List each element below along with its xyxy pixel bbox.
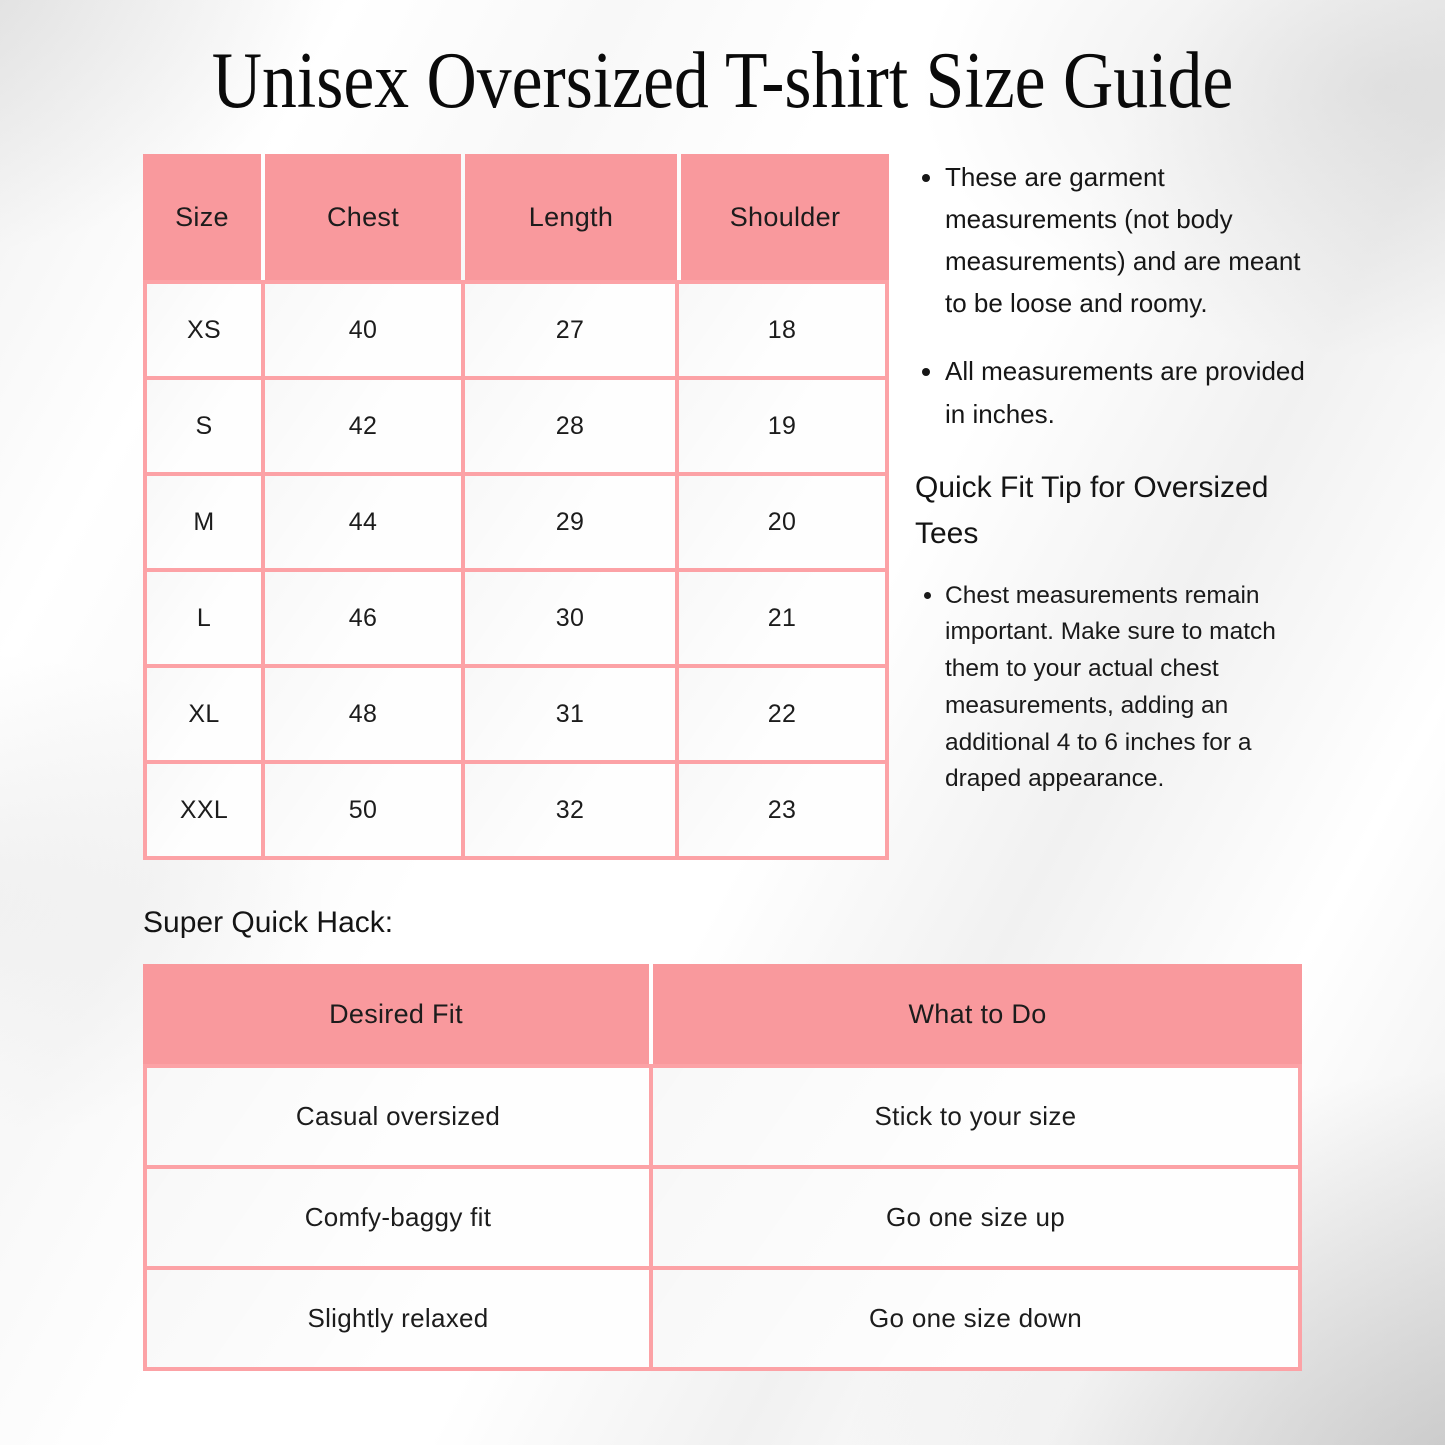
- page-title: Unisex Oversized T-shirt Size Guide: [211, 35, 1234, 125]
- header-cell: Length: [465, 154, 677, 280]
- note-bullet: • All measurements are provided in inches.: [945, 350, 1313, 434]
- size-table-header-row: [143, 154, 889, 280]
- body-cell: 27: [465, 284, 675, 376]
- body-cell: M: [147, 476, 261, 568]
- header-cell: Size: [143, 154, 261, 280]
- body-cell: 21: [679, 572, 885, 664]
- body-cell: 42: [265, 380, 461, 472]
- header-cell: Chest: [265, 154, 461, 280]
- body-cell: 28: [465, 380, 675, 472]
- fit-hack-table-header-row: [143, 964, 1302, 1064]
- size-table-body: [143, 280, 889, 860]
- body-cell: S: [147, 380, 261, 472]
- notes-bullet-list: [915, 156, 1313, 435]
- body-cell: Go one size down: [653, 1270, 1298, 1367]
- body-cell: Go one size up: [653, 1169, 1298, 1266]
- body-cell: 20: [679, 476, 885, 568]
- body-cell: XXL: [147, 764, 261, 856]
- body-cell: 48: [265, 668, 461, 760]
- note-bullet: • These are garment measurements (not body measurements) and are meant to be loose and roomy.: [945, 156, 1313, 324]
- body-cell: Slightly relaxed: [147, 1270, 649, 1367]
- body-cell: XL: [147, 668, 261, 760]
- body-cell: 22: [679, 668, 885, 760]
- body-cell: 40: [265, 284, 461, 376]
- body-cell: Casual oversized: [147, 1068, 649, 1165]
- body-cell: XS: [147, 284, 261, 376]
- body-cell: 18: [679, 284, 885, 376]
- header-cell: Desired Fit: [143, 964, 649, 1064]
- tip-bullet: • Chest measurements remain important. Make sure to match them to your actual chest measurements, adding an additional 4 to 6 inches for a draped appearance.: [945, 578, 1313, 799]
- body-cell: 19: [679, 380, 885, 472]
- body-cell: Stick to your size: [653, 1068, 1298, 1165]
- body-cell: 44: [265, 476, 461, 568]
- main-section: [143, 154, 1445, 860]
- body-cell: 29: [465, 476, 675, 568]
- quick-fit-tip-heading: Quick Fit Tip for Oversized Tees: [915, 470, 1269, 551]
- body-cell: 50: [265, 764, 461, 856]
- body-cell: 46: [265, 572, 461, 664]
- body-cell: 23: [679, 764, 885, 856]
- body-cell: 31: [465, 668, 675, 760]
- header-cell: Shoulder: [681, 154, 889, 280]
- hack-heading: Super Quick Hack:: [143, 906, 394, 939]
- fit-hack-table-body: [143, 1064, 1302, 1371]
- notes-panel: [915, 154, 1313, 860]
- body-cell: Comfy-baggy fit: [147, 1169, 649, 1266]
- fit-hack-table: [143, 964, 1302, 1371]
- header-cell: What to Do: [653, 964, 1302, 1064]
- body-cell: 32: [465, 764, 675, 856]
- body-cell: L: [147, 572, 261, 664]
- tip-bullet-list: [915, 578, 1313, 799]
- body-cell: 30: [465, 572, 675, 664]
- size-table: [143, 154, 889, 860]
